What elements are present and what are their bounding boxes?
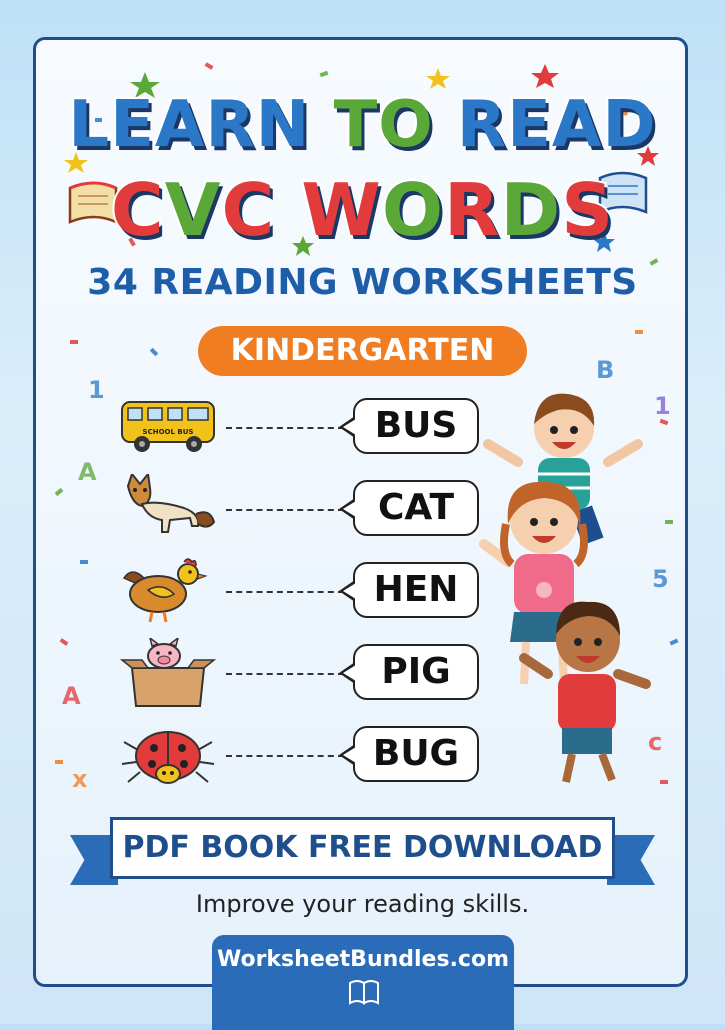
connector-line — [226, 673, 344, 675]
connector-line — [226, 591, 344, 593]
word-bubble-cat: CAT — [353, 480, 479, 536]
decor-letter: 1 — [88, 376, 105, 404]
title-letter: W — [301, 168, 382, 252]
hen-icon — [118, 556, 218, 626]
title-line-2 — [0, 168, 725, 252]
decor-letter: B — [596, 356, 615, 384]
site-name: WorksheetBundles.com — [216, 947, 510, 972]
pig-in-box-icon — [118, 638, 218, 708]
decor-letter: c — [648, 728, 663, 756]
word-bubble-bug: BUG — [353, 726, 479, 782]
cat-icon — [118, 474, 218, 544]
site-tab — [212, 935, 514, 1030]
connector-line — [226, 427, 344, 429]
children-illustration — [478, 384, 668, 794]
tagline: Improve your reading skills. — [195, 890, 530, 918]
title-letter: C — [110, 168, 165, 252]
download-banner: PDF BOOK FREE DOWNLOAD — [110, 817, 615, 879]
connector-line — [226, 755, 344, 757]
title-letter: C — [221, 168, 276, 252]
level-pill: KINDERGARTEN — [198, 326, 527, 376]
word-bubble-hen: HEN — [353, 562, 479, 618]
open-book-icon — [348, 979, 380, 1005]
title-letter: V — [164, 168, 222, 252]
title-letter: D — [500, 168, 562, 252]
bus-label: SCHOOL BUS — [142, 428, 194, 436]
title-letter: O — [381, 168, 445, 252]
title-line-1 — [0, 88, 725, 162]
decor-letter: 5 — [652, 565, 669, 593]
title-word: LEARN — [68, 88, 311, 162]
title-letter: S — [561, 168, 615, 252]
title-letter: R — [444, 168, 501, 252]
connector-line — [226, 509, 344, 511]
decor-letter: x — [72, 765, 88, 793]
school-bus-icon — [118, 392, 218, 462]
title-word: READ — [456, 88, 657, 162]
word-bubble-bus: BUS — [353, 398, 479, 454]
subtitle: 34 READING WORKSHEETS — [87, 262, 638, 303]
decor-letter: A — [62, 682, 81, 710]
ladybug-icon — [118, 720, 218, 790]
decor-letter: 1 — [654, 392, 671, 420]
title-word: TO — [333, 88, 434, 162]
decor-letter: A — [78, 458, 97, 486]
word-bubble-pig: PIG — [353, 644, 479, 700]
